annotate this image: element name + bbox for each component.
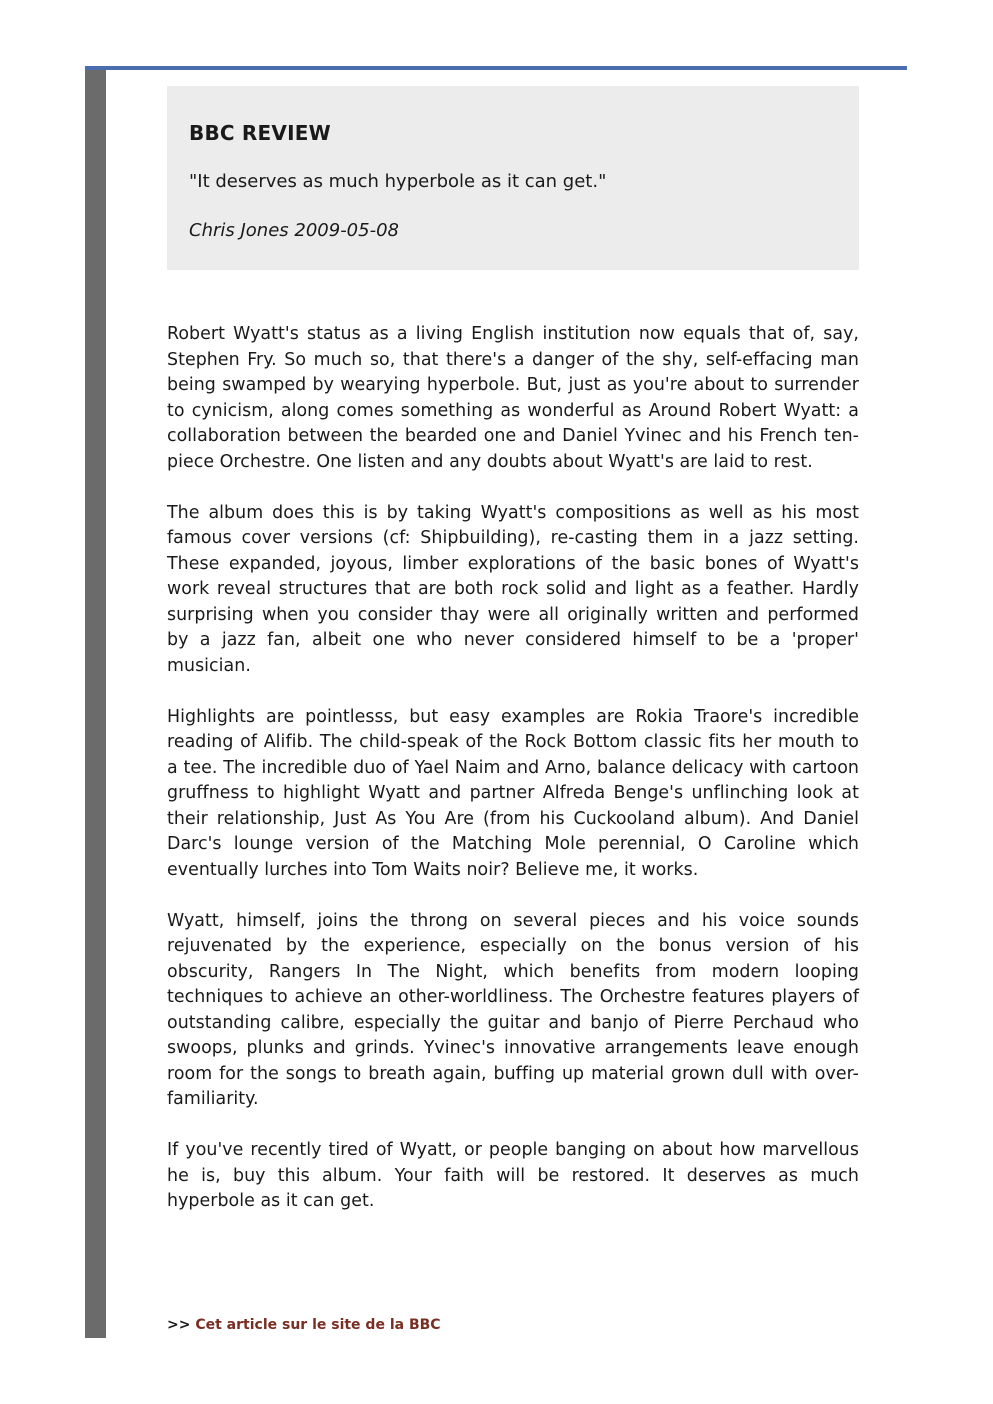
source-line [167, 1315, 441, 1335]
article-paragraph: Robert Wyatt's status as a living English institution now equals that of, say, Stephen Fry. So much so, that there's a danger of the shy, self-effacing man being swamped by wearying hyperbole. But, just as you're about to surrender to cynicism, along comes something as wonderful as Around Robert Wyatt: a collaboration between the bearded one and Daniel Yvinec and his French ten-piece Orchestre. One listen and any doubts about Wyatt's are laid to rest. [167, 324, 859, 472]
review-byline: Chris Jones 2009-05-08 [189, 220, 399, 241]
bbc-article-link[interactable]: Cet article sur le site de la BBC [195, 1317, 441, 1333]
article-body [167, 322, 859, 1240]
article-paragraph: Wyatt, himself, joins the throng on several pieces and his voice sounds rejuvenated by the experience, especially on the bonus version of his obscurity, Rangers In The Night, which benefits from modern looping techniques to achieve an other-worldliness. The Orchestre features players of outstanding calibre, especially the guitar and banjo of Pierre Perchaud who swoops, plunks and grinds. Yvinec's innovative arrangements leave enough room for the songs to breath again, buffing up material grown dull with over-familiarity. [167, 910, 859, 1109]
review-quote: "It deserves as much hyperbole as it can get." [189, 171, 607, 192]
review-heading: BBC REVIEW [189, 121, 331, 145]
review-box [167, 86, 859, 270]
side-bar [85, 70, 106, 1338]
arrows-prefix: >> [167, 1317, 191, 1333]
top-rule [85, 66, 907, 70]
article-paragraph: If you've recently tired of Wyatt, or people banging on about how marvellous he is, buy this album. Your faith will be restored. It deserves as much hyperbole as it can get. [167, 1140, 859, 1211]
article-paragraph: Highlights are pointlesss, but easy examples are Rokia Traore's incredible reading of Alifib. The child-speak of the Rock Bottom classic fits her mouth to a tee. The incredible duo of Yael Naim and Arno, balance delicacy with cartoon gruffness to highlight Wyatt and partner Alfreda Benge's unflinching look at their relationship, Just As You Are (from his Cuckooland album). And Daniel Darc's lounge version of the Matching Mole perennial, O Caroline which eventually lurches into Tom Waits noir? Believe me, it works. [167, 706, 859, 880]
article-paragraph: The album does this is by taking Wyatt's compositions as well as his most famous cover versions (cf: Shipbuilding), re-casting them in a jazz setting. These expanded, joyous, limber explorations of the basic bones of Wyatt's work reveal structures that are both rock solid and light as a feather. Hardly surprising when you consider thay were all originally written and performed by a jazz fan, albeit one who never considered himself to be a 'proper' musician. [167, 502, 859, 676]
